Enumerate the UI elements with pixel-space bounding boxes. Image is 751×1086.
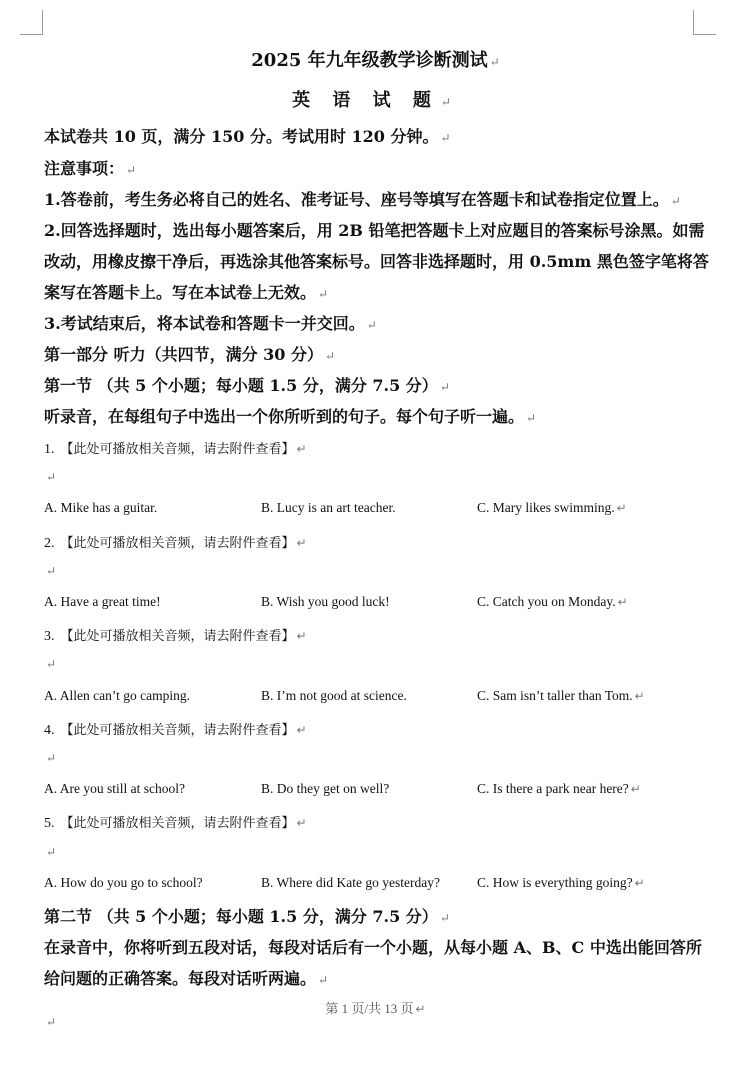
corner-mark-top-right (693, 10, 716, 35)
document-subtitle: 英 语 试 题 ↵ (292, 90, 459, 111)
question-5-option-c: C. How is everything going? ↵ (477, 875, 645, 890)
rule-2-line-3: 案写在答题卡上。写在本试卷上无效。 ↵ (44, 283, 329, 302)
page-footer: 第 1 页/共 13 页 ↵ (325, 1001, 426, 1016)
section1-heading: 第一节 （共 5 个小题；每小题 1.5 分，满分 7.5 分） ↵ (44, 376, 450, 395)
empty-paragraph: ↵ (46, 751, 57, 765)
rule-2-line-1: 2.回答选择题时，选出每小题答案后，用 2B 铅笔把答题卡上对应题目的答案标号涂黑。如需 (44, 221, 705, 240)
question-1-audio-note: 1. 【此处可播放相关音频，请去附件查看】 ↵ (44, 442, 307, 457)
notice-label: 注意事项： ↵ (44, 159, 137, 178)
question-4-option-c: C. Is there a park near here? ↵ (477, 781, 641, 796)
question-3-option-b: B. I’m not good at science. (261, 688, 407, 703)
section2-instruction-line-2: 给问题的正确答案。每段对话听两遍。 ↵ (44, 969, 329, 988)
question-4-option-b: B. Do they get on well? (261, 781, 390, 796)
question-1-option-c: C. Mary likes swimming. ↵ (477, 500, 627, 515)
question-1-option-a: A. Mike has a guitar. (44, 500, 158, 515)
question-5-option-b: B. Where did Kate go yesterday? (261, 875, 440, 890)
part1-heading: 第一部分 听力（共四节，满分 30 分） ↵ (44, 345, 336, 364)
question-3-audio-note: 3. 【此处可播放相关音频，请去附件查看】 ↵ (44, 629, 307, 644)
question-4-audio-note: 4. 【此处可播放相关音频，请去附件查看】 ↵ (44, 723, 307, 738)
section2-instruction-line-1: 在录音中，你将听到五段对话，每段对话后有一个小题，从每小题 A、B、C 中选出能回答所 (44, 938, 702, 957)
document-title: 2025 年九年级教学诊断测试 ↵ (251, 50, 500, 71)
rule-2-line-2: 改动，用橡皮擦干净后，再选涂其他答案标号。回答非选择题时，用 0.5mm 黑色签字笔将答 (44, 252, 709, 271)
section2-heading: 第二节 （共 5 个小题；每小题 1.5 分，满分 7.5 分） ↵ (44, 907, 450, 926)
question-2-option-b: B. Wish you good luck! (261, 594, 390, 609)
question-4-option-a: A. Are you still at school? (44, 781, 185, 796)
rule-1: 1.答卷前，考生务必将自己的姓名、准考证号、座号等填写在答题卡和试卷指定位置上。 ↵ (44, 190, 681, 209)
question-1-option-b: B. Lucy is an art teacher. (261, 500, 396, 515)
question-2-option-a: A. Have a great time! (44, 594, 161, 609)
empty-paragraph: ↵ (46, 657, 57, 671)
corner-mark-top-left (20, 10, 43, 35)
empty-paragraph: ↵ (46, 845, 57, 859)
question-2-audio-note: 2. 【此处可播放相关音频，请去附件查看】 ↵ (44, 536, 307, 551)
question-5-audio-note: 5. 【此处可播放相关音频，请去附件查看】 ↵ (44, 816, 307, 831)
question-5-option-a: A. How do you go to school? (44, 875, 203, 890)
empty-paragraph: ↵ (46, 1015, 57, 1029)
empty-paragraph: ↵ (46, 564, 57, 578)
empty-paragraph: ↵ (46, 470, 57, 484)
question-3-option-c: C. Sam isn’t taller than Tom. ↵ (477, 688, 645, 703)
section1-instruction: 听录音，在每组句子中选出一个你所听到的句子。每个句子听一遍。 ↵ (44, 407, 537, 426)
exam-info: 本试卷共 10 页，满分 150 分。考试用时 120 分钟。 ↵ (44, 127, 451, 146)
question-3-option-a: A. Allen can’t go camping. (44, 688, 190, 703)
rule-3: 3.考试结束后，将本试卷和答题卡一并交回。 ↵ (44, 314, 377, 333)
question-2-option-c: C. Catch you on Monday. ↵ (477, 594, 628, 609)
